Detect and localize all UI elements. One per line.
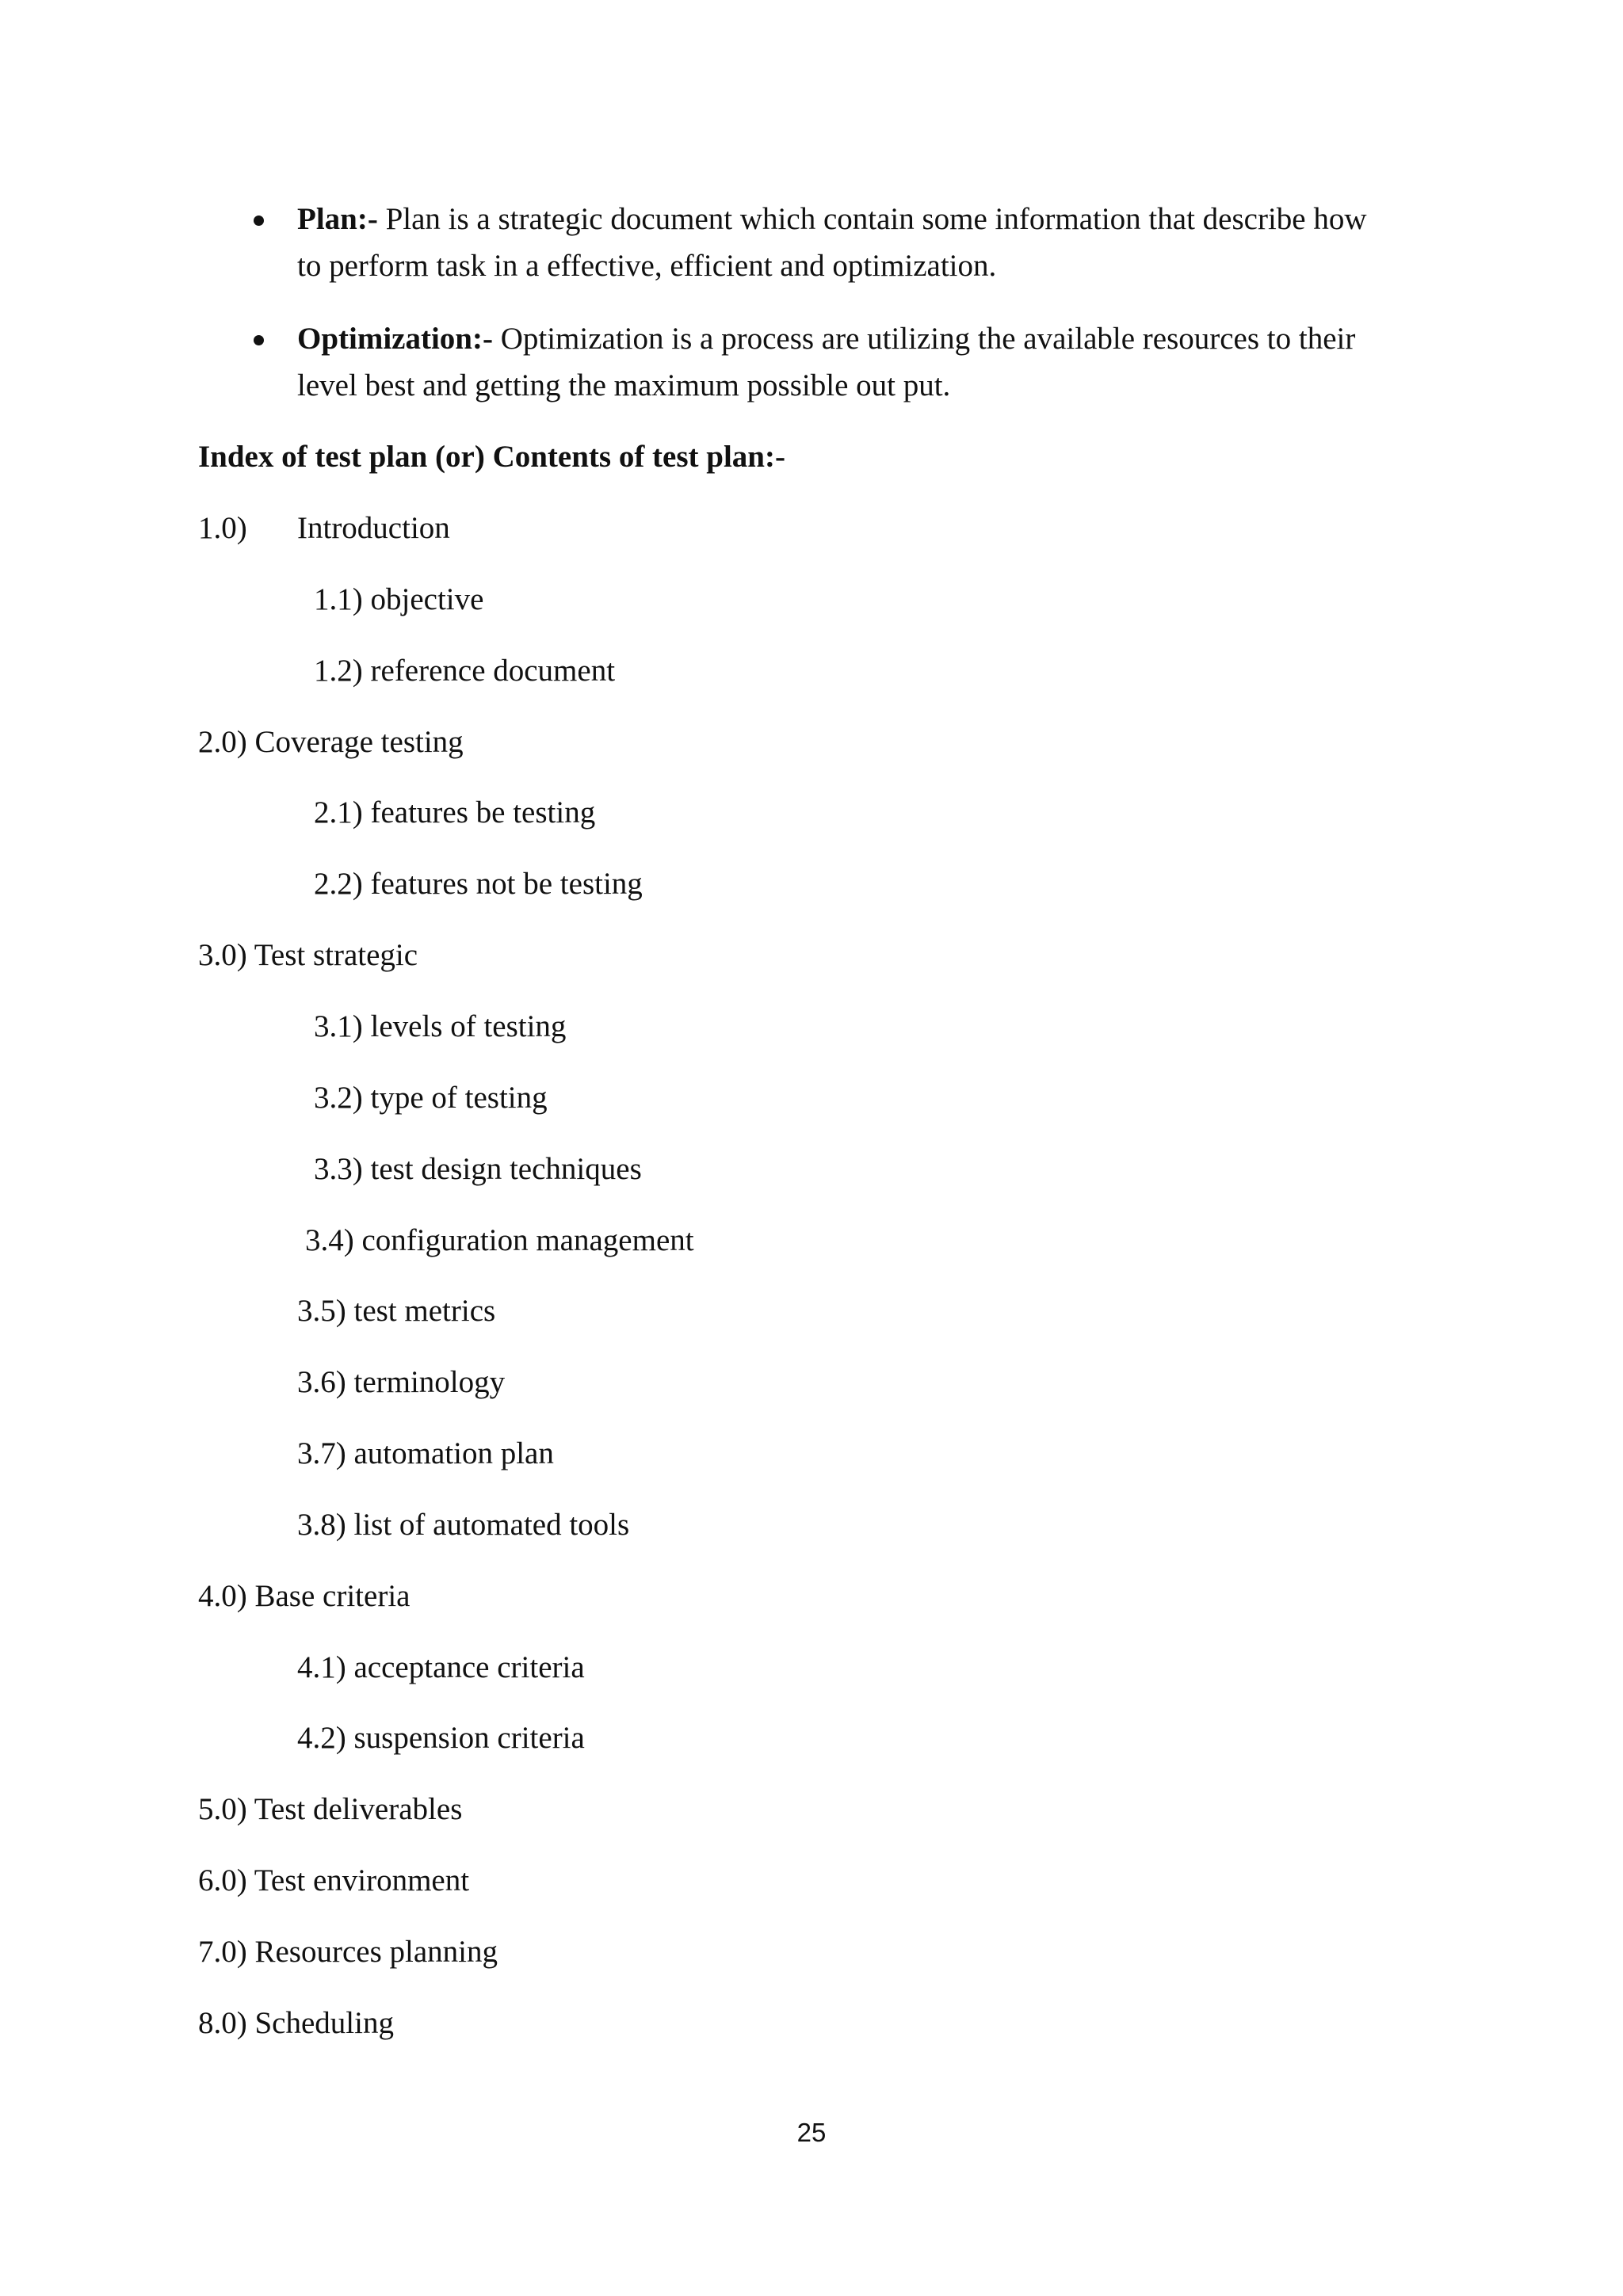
toc-1-2: 1.2) reference document [314, 654, 616, 688]
toc-4-2: 4.2) suspension criteria [297, 1721, 585, 1755]
toc-3-4: 3.4) configuration management [305, 1223, 694, 1257]
bullet-icon [254, 335, 264, 345]
index-heading: Index of test plan (or) Contents of test plan:- [198, 440, 785, 474]
bullet-term: Optimization:- [297, 322, 493, 356]
toc-1-1: 1.1) objective [314, 582, 484, 616]
toc-3-7: 3.7) automation plan [297, 1436, 554, 1470]
bullet-optimization-line1 [297, 320, 1355, 358]
toc-5-0: 5.0) Test deliverables [198, 1792, 463, 1826]
page-number: 25 [796, 2118, 827, 2147]
bullet-text: Optimization is a process are utilizing the available resources to their [492, 322, 1356, 356]
toc-3-8: 3.8) list of automated tools [297, 1508, 630, 1542]
toc-1-0-title: Introduction [297, 511, 450, 545]
toc-2-2: 2.2) features not be testing [314, 867, 643, 901]
bullet-plan-line1 [297, 200, 1367, 238]
toc-3-2: 3.2) type of testing [314, 1081, 548, 1115]
toc-7-0: 7.0) Resources planning [198, 1935, 498, 1969]
toc-4-0: 4.0) Base criteria [198, 1579, 411, 1613]
bullet-icon [254, 215, 264, 226]
bullet-term: Plan:- [297, 202, 378, 236]
toc-3-1: 3.1) levels of testing [314, 1009, 567, 1043]
toc-4-1: 4.1) acceptance criteria [297, 1650, 585, 1684]
toc-3-3: 3.3) test design techniques [314, 1152, 642, 1186]
toc-2-1: 2.1) features be testing [314, 795, 596, 830]
toc-3-5: 3.5) test metrics [297, 1294, 496, 1328]
toc-3-6: 3.6) terminology [297, 1365, 506, 1399]
bullet-plan-line2: to perform task in a effective, efficient and optimization. [297, 249, 997, 283]
bullet-text: Plan is a strategic document which contain some information that describe how [377, 202, 1367, 236]
toc-3-0: 3.0) Test strategic [198, 938, 418, 972]
bullet-optimization-line2: level best and getting the maximum possible out put. [297, 368, 951, 402]
toc-8-0: 8.0) Scheduling [198, 2006, 394, 2040]
toc-1-0-number: 1.0) [198, 511, 247, 545]
toc-6-0: 6.0) Test environment [198, 1863, 470, 1897]
toc-2-0: 2.0) Coverage testing [198, 725, 464, 759]
